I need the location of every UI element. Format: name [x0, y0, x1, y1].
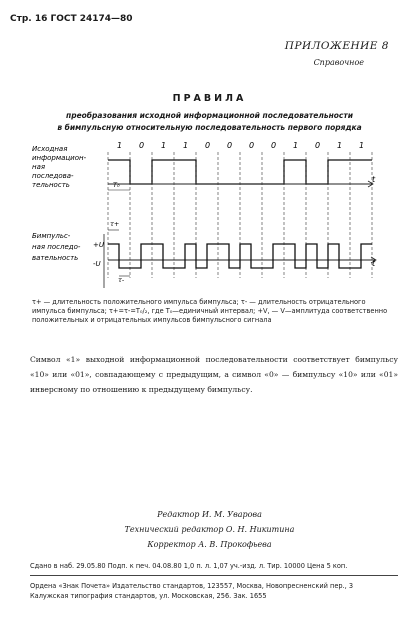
- timing-diagram: [0, 138, 419, 298]
- bit-label: 1: [183, 141, 189, 150]
- bit-label: 1: [161, 141, 167, 150]
- source-label-line: последова-: [32, 172, 74, 180]
- plus-u-label: +U: [93, 241, 104, 249]
- imprint-line-3: Калужская типография стандартов, ул. Московская, 256. Зак. 1655: [30, 592, 267, 600]
- appendix-note: Справочное: [313, 58, 364, 67]
- biphase-signal-path: [108, 244, 372, 268]
- imprint-line-1: Сдано в наб. 29.05.80 Подп. к печ. 04.08.80 1,0 п. л. 1,07 уч.-изд. л. Тир. 10000 Цена 5 коп.: [30, 562, 348, 570]
- bit-label: 1: [117, 141, 123, 150]
- subtitle-line-2: в бимпульсную относительную последовательность первого порядка: [57, 123, 362, 132]
- biphase-waveform: [108, 244, 372, 268]
- biphase-label-line: ная последо-: [32, 243, 81, 251]
- source-label-line: тельность: [32, 181, 70, 189]
- bit-label: 1: [337, 141, 343, 150]
- t0-label: T₀: [113, 181, 120, 189]
- minus-u-label: -U: [93, 260, 101, 268]
- page-title: ПРАВИЛА: [172, 93, 247, 104]
- subtitle-line-1: преобразования исходной информационной последовательности: [66, 111, 353, 120]
- biphase-label-line: Бимпульс-: [32, 232, 71, 240]
- bit-label: 0: [271, 141, 277, 150]
- source-sequence-label: [32, 145, 87, 189]
- tau-minus-label: τ-: [118, 276, 125, 284]
- biphase-sequence-label: [32, 232, 81, 262]
- imprint-divider: [30, 575, 398, 576]
- source-label-line: ная: [32, 163, 46, 171]
- bit-label: 0: [249, 141, 255, 150]
- appendix-title: ПРИЛОЖЕНИЕ 8: [284, 40, 389, 52]
- corrector-credit: Корректор А. В. Прокофьева: [147, 540, 272, 549]
- source-label-line: Исходная: [32, 145, 68, 153]
- imprint-line-2: Ордена «Знак Почета» Издательство стандартов, 123557, Москва, Новопресненский пер., 3: [30, 582, 354, 590]
- biphase-label-line: вательность: [32, 254, 79, 262]
- explanation-paragraph: Символ «1» выходной информационной последовательности соответствует бимпульсу «10» или «01», совпадающему с предыдущим, а символ «0» — бимпульсу «10» или «01» инверсному по отношению к предыдущему бимпульсу.: [30, 355, 398, 394]
- bit-label: 0: [139, 141, 145, 150]
- tech-editor-credit: Технический редактор О. Н. Никитина: [124, 525, 295, 534]
- editor-credit: Редактор И. М. Уварова: [157, 510, 262, 519]
- bit-label: 0: [205, 141, 211, 150]
- bit-labels: [117, 141, 364, 150]
- diagram-legend: τ+ — длительность положительного импульса бимпульса; τ- — длительность отрицательного импульса бимпульса; τ+=τ-=T₀/₂, где T₀—единичный интервал; +V, — V—амплитуда соответственно положительных и отрицательных импульсов бимпульсного сигнала: [32, 298, 388, 324]
- source-axis-t-label: t: [372, 175, 376, 184]
- bit-label: 0: [315, 141, 321, 150]
- biphase-axis-t-label: t: [372, 259, 376, 268]
- bit-label: 1: [293, 141, 299, 150]
- bit-label: 1: [359, 141, 365, 150]
- tau-plus-label: τ+: [110, 220, 120, 228]
- bit-label: 0: [227, 141, 233, 150]
- page-header: Стр. 16 ГОСТ 24174—80: [10, 14, 133, 24]
- source-label-line: информацион-: [32, 154, 87, 162]
